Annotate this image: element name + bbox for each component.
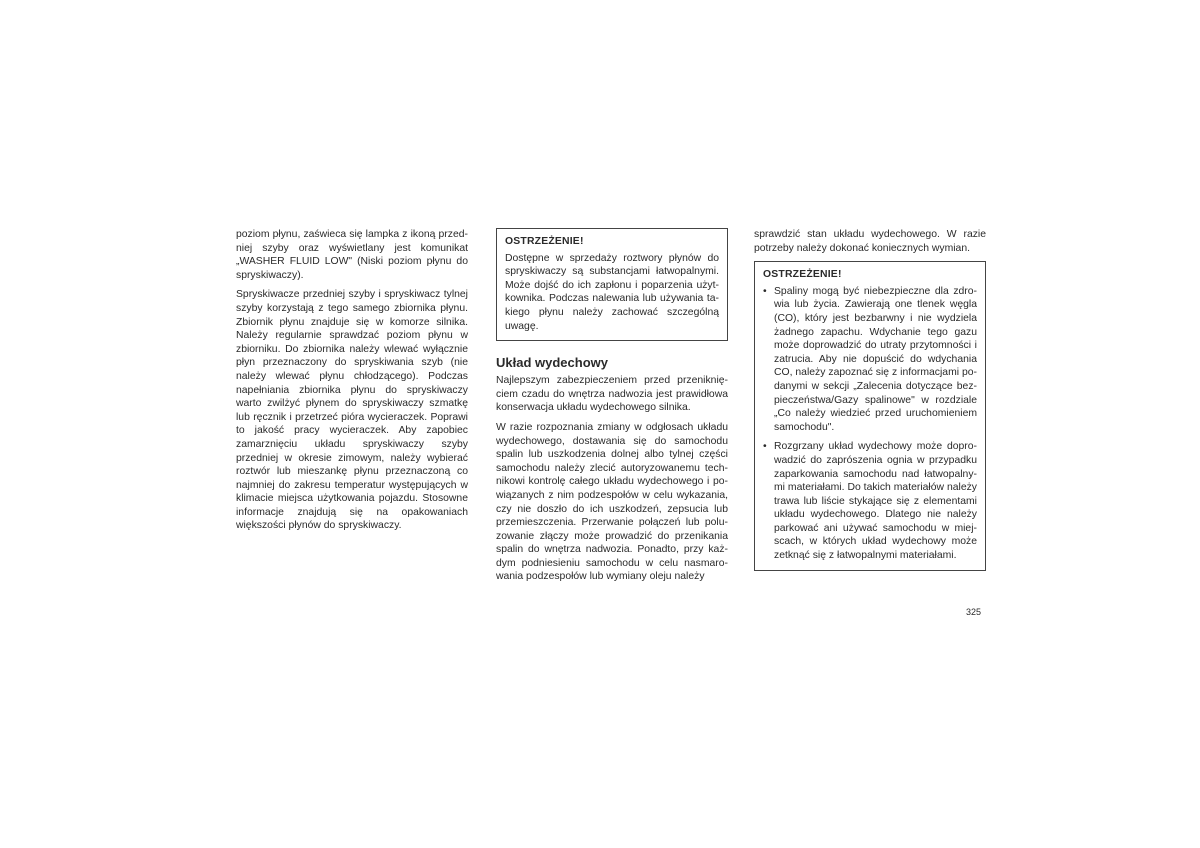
column-right [754, 228, 986, 585]
warning-bullet-list [763, 285, 977, 563]
warning-title: OSTRZEŻENIE! [763, 269, 842, 281]
warning-bullet-co: • Spaliny mogą być niebezpieczne dla zdrowia lub życia. Zawierają one tlenek węgla (CO), który jest bezbarwny i nie wydziela żadnego zapachu. Wdychanie tego gazu może doprowadzić do utraty przytomności i zatrucia. Aby nie dopuścić do wdychania CO, należy zapoznać się z informacjami podanymi w sekcji „Zalecenia dotyczące bezpieczeństwa/Gazy spalinowe" w rozdziale „Co należy wiedzieć przed uruchomieniem samochodu". [763, 285, 977, 435]
exhaust-continuation-paragraph: sprawdzić stan układu wydechowego. W razie potrzeby należy dokonać koniecznych wymian. [754, 229, 986, 254]
column-left [236, 228, 468, 539]
warning-box-washer-fluid [496, 228, 728, 341]
section-heading-exhaust: Układ wydechowy [496, 355, 608, 371]
warning-title: OSTRZEŻENIE! [505, 236, 584, 247]
warning-text: Dostępne w sprzedaży roztwory płynów do spryskiwaczy są substancjami łatwopalnymi. Może dojść do ich zapłonu i poparzenia użytkownika. Podczas nalewania lub używania takiego płynu należy zachować szczególną uwagę. [505, 252, 719, 332]
warning-bullet-fire: • Rozgrzany układ wydechowy może doprowadzić do zaprószenia ognia w przypadku zaparkowania samochodu nad łatwopalnymi materiałami. Do takich materiałów należy trawa lub liście stykające się z elementami układu wydechowego. Dlatego nie należy parkować ani używać samochodu w miejscach, w których układ wydechowy może zetknąć się z łatwopalnymi materiałami. [763, 440, 977, 562]
column-middle [496, 228, 728, 590]
washer-reservoir-paragraph: Spryskiwacze przedniej szyby i spryskiwacz tylnej szyby korzystają z tego samego zbiornika płynu. Zbiornik płynu znajduje się w komorze silnika. Należy regularnie sprawdzać poziom płynu w zbiorniku. Do zbiornika należy wlewać wyłącznie płyn przeznaczony do spryskiwania szyb (nie należy wlewać płynu chłodzącego). Podczas napełniania zbiornika płynu do spryskiwaczy warto zwilżyć płynem do spryskiwaczy szmatkę lub ręcznik i przetrzeć pióra wycieraczek. Poprawi to jakość pracy wycieraczek. Aby zapobiec zamarznięciu układu spryskiwaczy szyby przedniej w okresie zimowym, należy wybierać roztwór lub mieszankę płynu przeznaczoną co najmniej do zakresu temperatur występujących w klimacie miejsca użytkowania pojazdu. Stosowne informacje znajdują się na opakowaniach większości płynów do spryskiwaczy. [236, 289, 468, 532]
exhaust-inspection-paragraph: W razie rozpoznania zmiany w odgłosach układu wydechowego, dostawania się do samochodu spalin lub uszkodzenia dolnej albo tylnej części samochodu należy zlecić autoryzowanemu technikowi kontrolę całego układu wydechowego i powiązanych z nim podzespołów w celu wykazania, czy nie doszło do ich uszkodzeń, zepsucia lub przemieszczenia. Przerwanie połączeń lub poluzowanie złączy może prowadzić do przenikania spalin do wnętrza nadwozia. Ponadto, przy każdym podniesieniu samochodu w celu nasmarowania podzespołów lub wymiany oleju należy [496, 421, 728, 583]
page-number: 325 [966, 607, 982, 617]
warning-box-exhaust [754, 261, 986, 570]
exhaust-intro-paragraph: Najlepszym zabezpieczeniem przed przeniknięciem czadu do wnętrza nadwozia jest prawidłowa konserwacja układu wydechowego silnika. [496, 375, 728, 414]
washer-fluid-low-paragraph: poziom płynu, zaświeca się lampka z ikoną przedniej szyby oraz wyświetlany jest komunikat „WASHER FLUID LOW" (Niski poziom płynu do spryskiwaczy). [236, 229, 468, 281]
